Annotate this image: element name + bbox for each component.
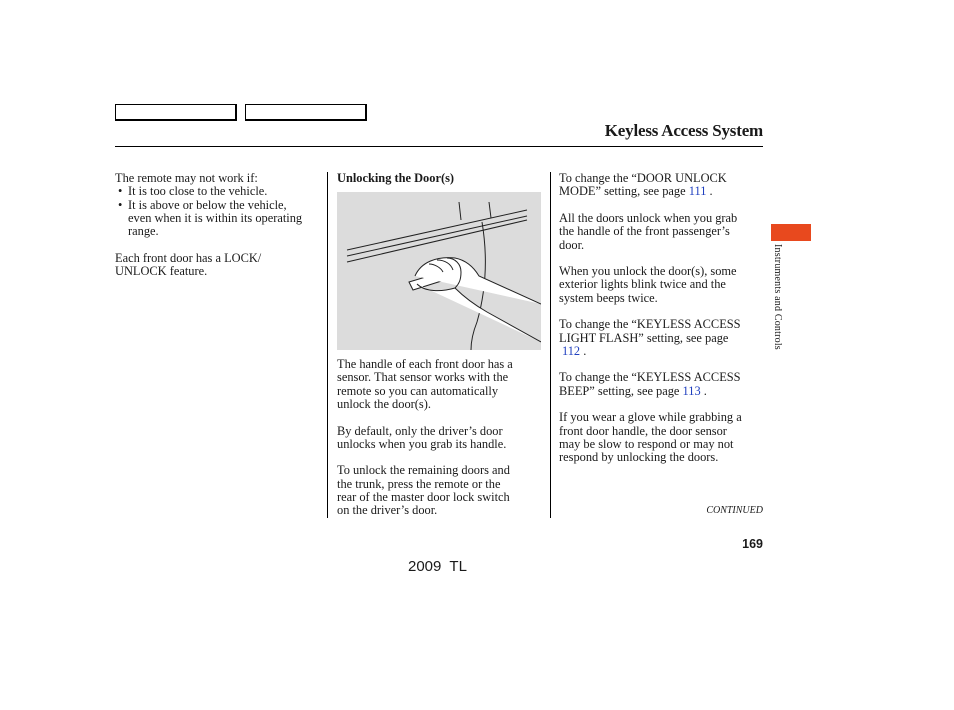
bullet-marker: • [118,198,123,212]
col3-p6-line-3: may be slow to respond or may not [559,437,734,451]
page-link-112[interactable]: 112 [562,344,581,358]
col2-para1-line-1: The handle of each front door has a [337,357,513,371]
col1-bullet-1: It is too close to the vehicle. [128,184,268,198]
bullet-marker: • [118,184,123,198]
continued-label: CONTINUED [706,505,763,516]
col3-p3-line-2: exterior lights blink twice and the [559,277,726,291]
col3-p3-line-3: system beeps twice. [559,291,658,305]
col3-p6-line-4: respond by unlocking the doors. [559,450,719,464]
col2-para3-line-4: on the driver’s door. [337,503,438,517]
col3-p1-line-2: MODE” setting, see page 111 . [559,184,713,198]
section-tab-label [767,244,783,374]
nav-button-index[interactable] [245,104,367,121]
section-heading: Unlocking the Door(s) [337,171,455,185]
col2-para3-line-1: To unlock the remaining doors and [337,463,510,477]
col3-p6-line-2: front door handle, the door sensor [559,424,727,438]
col3-p2-line-2: the handle of the front passenger’s [559,224,730,238]
col3-p3-line-1: When you unlock the door(s), some [559,264,737,278]
col2-para3-line-2: the trunk, press the remote or the [337,477,501,491]
col2-para1-line-2: sensor. That sensor works with the [337,370,509,384]
col2-para1-line-4: unlock the door(s). [337,397,431,411]
col1-bullet-2-line-2: even when it is within its operating [128,211,303,225]
col3-p2-line-1: All the doors unlock when you grab [559,211,738,225]
col2-para1-line-3: remote so you can automatically [337,384,499,398]
col2-para2-line-2: unlocks when you grab its handle. [337,437,507,451]
col3-p4-line-3: 112 . [562,344,587,358]
col1-bullet-2-line-3: range. [128,224,159,238]
col2-para2-line-1: By default, only the driver’s door [337,424,503,438]
header-rule [115,146,763,147]
col3-p4-line-1: To change the “KEYLESS ACCESS [559,317,741,331]
section-tab-marker[interactable] [771,224,811,241]
column-divider-left [327,172,328,518]
page-link-111[interactable]: 111 [688,184,707,198]
nav-button-back[interactable] [115,104,237,121]
column-divider-right [550,172,551,518]
model-footer: 2009 TL [408,558,467,575]
col3-p4-line-2: LIGHT FLASH” setting, see page [559,331,729,345]
col3-p6-line-1: If you wear a glove while grabbing a [559,410,742,424]
hand-grabbing-handle-icon [337,192,541,350]
section-tab-text: Instruments and Controls [772,244,783,350]
page-title: Keyless Access System [604,121,763,140]
col1-para2-line-1: Each front door has a LOCK/ [115,251,262,265]
col3-p2-line-3: door. [559,238,585,252]
page-number: 169 [742,537,763,551]
page-link-113[interactable]: 113 [682,384,701,398]
col1-para2-line-2: UNLOCK feature. [115,264,208,278]
col2-para3-line-3: rear of the master door lock switch [337,490,510,504]
col1-bullet-2-line-1: It is above or below the vehicle, [128,198,287,212]
col1-intro: The remote may not work if: [115,171,258,185]
col3-p1-line-1: To change the “DOOR UNLOCK [559,171,727,185]
col3-p5-line-2: BEEP” setting, see page 113 . [559,384,707,398]
door-handle-illustration [337,192,541,350]
col3-p5-line-1: To change the “KEYLESS ACCESS [559,370,741,384]
